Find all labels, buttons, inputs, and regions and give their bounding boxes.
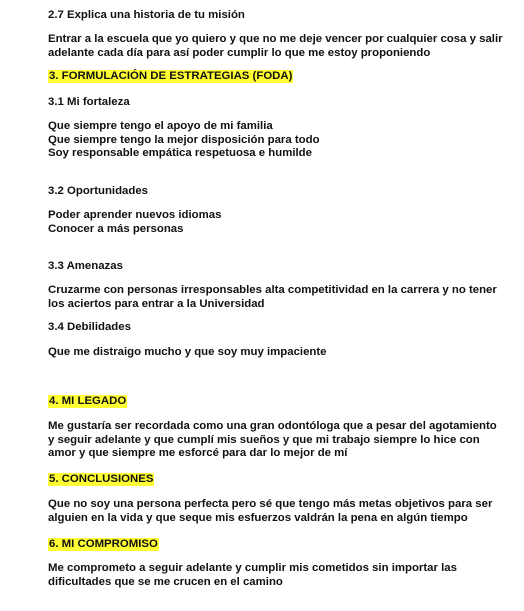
- section-3-3-body: [48, 284, 497, 311]
- text-line: Entrar a la escuela que yo quiero y que no me deje vencer por cualquier cosa y salir: [48, 33, 503, 45]
- section-3-3-heading: 3.3 Amenazas: [48, 260, 123, 272]
- section-3-1-body: [48, 120, 320, 161]
- highlighted-heading: 4. MI LEGADO: [49, 395, 127, 407]
- section-6-body: [48, 562, 457, 589]
- highlighted-heading: 6. MI COMPROMISO: [49, 538, 158, 550]
- section-3-2-body: [48, 209, 221, 236]
- text-line: los aciertos para entrar a la Universidad: [48, 297, 265, 310]
- text-line: adelante cada día para así poder cumplir lo que me estoy proponiendo: [48, 46, 431, 59]
- section-4-heading: [48, 395, 127, 408]
- section-2-7-body: [48, 33, 503, 60]
- section-4-body: [48, 420, 497, 461]
- text-line: Cruzarme con personas irresponsables alta competitividad en la carrera y no tener: [48, 284, 497, 296]
- text-line: Que siempre tengo el apoyo de mi familia: [48, 120, 273, 132]
- text-line: Conocer a más personas: [48, 222, 184, 235]
- text-line: Que no soy una persona perfecta pero sé que tengo más metas objetivos para ser: [48, 498, 493, 510]
- section-5-body: [48, 498, 492, 525]
- highlighted-heading: 5. CONCLUSIONES: [49, 473, 154, 485]
- text-line: Poder aprender nuevos idiomas: [48, 209, 222, 221]
- text-line: Soy responsable empática respetuosa e humilde: [48, 147, 312, 159]
- text-line: alguien en la vida y que seque mis esfuerzos valdrán la pena en algún tiempo: [48, 511, 468, 524]
- text-line: amor y que siempre me esforcé para dar lo mejor de mí: [48, 447, 348, 459]
- section-5-heading: [48, 473, 154, 486]
- section-3-1-heading: 3.1 Mi fortaleza: [48, 96, 130, 108]
- text-line: Me comprometo a seguir adelante y cumplir mis cometidos sin importar las: [48, 562, 457, 574]
- section-3-4-heading: 3.4 Debilidades: [48, 321, 131, 333]
- text-line: y seguir adelante y que cumplí mis sueños y que mi trabajo siempre lo hice con: [48, 433, 480, 446]
- text-line: Me gustaría ser recordada como una gran odontóloga que a pesar del agotamiento: [48, 420, 497, 432]
- section-3-2-heading: 3.2 Oportunidades: [48, 185, 149, 197]
- section-6-heading: [48, 538, 159, 551]
- text-line: dificultades que se me crucen en el camino: [48, 575, 283, 588]
- text-line: Que me distraigo mucho y que soy muy impaciente: [48, 346, 327, 358]
- highlighted-heading: 3. FORMULACIÓN DE ESTRATEGIAS (FODA): [49, 70, 293, 82]
- section-3-4-body: [48, 346, 327, 360]
- section-2-7-heading: 2.7 Explica una historia de tu misión: [48, 9, 245, 21]
- section-3-heading: [48, 70, 293, 83]
- text-line: Que siempre tengo la mejor disposición para todo: [48, 133, 320, 146]
